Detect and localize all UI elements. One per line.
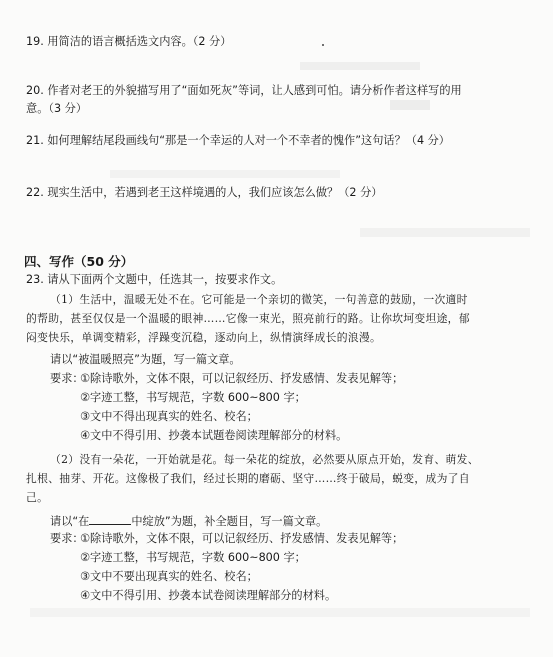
prompt-2-requirement-2: ②字迹工整，书写规范，字数 600~800 字； xyxy=(80,551,306,564)
section-instruction: 23. 请从下面两个文题中，任选其一，按要求作文。 xyxy=(26,273,283,286)
prompt-1-requirement-4: ④文中不得引用、抄袭本试题卷阅读理解部分的材料。 xyxy=(80,429,348,442)
bleed-through-mark xyxy=(360,228,530,237)
bleed-through-mark xyxy=(300,62,420,70)
prompt-1-line-3: 闷变快乐，单调变精彩，浮躁变沉稳，逐动向上，纵情演绎成长的浪漫。 xyxy=(26,331,382,344)
prompt-2-line-1: （2）没有一朵花，一开始就是花。每一朵花的绽放，必然要从原点开始，发育、萌发、 xyxy=(50,453,479,466)
prompt-2-requirement-1: ①除诗歌外，文体不限，可以记叙经历、抒发感情、发表见解等； xyxy=(80,532,404,545)
prompt-1-requirement-1: ①除诗歌外，文体不限，可以记叙经历、抒发感情、发表见解等； xyxy=(80,372,404,385)
question-20-line-1: 20. 作者对老王的外貌描写用了“面如死灰”等词，让人感到可怕。请分析作者这样写的用 xyxy=(26,84,462,97)
speck xyxy=(322,44,324,46)
question-21: 21. 如何理解结尾段画线句“那是一个幸运的人对一个不幸者的愧作”这句话？（4 分） xyxy=(26,134,450,147)
bleed-through-mark xyxy=(30,608,530,617)
prompt-2-task-suffix: 中绽放”为题，补全题目，写一篇文章。 xyxy=(131,515,328,528)
question-19: 19. 用简洁的语言概括选文内容。（2 分） xyxy=(26,35,232,48)
prompt-1-task: 请以“被温暖照亮”为题，写一篇文章。 xyxy=(50,353,241,366)
prompt-2-task xyxy=(50,512,327,530)
prompt-2-requirement-3: ③文中不要出现真实的姓名、校名； xyxy=(80,570,258,583)
prompt-2-line-3: 己。 xyxy=(26,491,49,504)
prompt-2-line-2: 扎根、抽芽、开花。这像极了我们，经过长期的磨砺、坚守……终于破局，蜕变，成为了自 xyxy=(26,472,470,485)
title-blank xyxy=(89,512,131,525)
question-20-line-2: 意。（3 分） xyxy=(26,102,88,115)
bleed-through-mark xyxy=(110,170,340,178)
prompt-2-requirement-4: ④文中不得引用、抄袭本试卷阅读理解部分的材料。 xyxy=(80,589,337,602)
question-22: 22. 现实生活中，若遇到老王这样境遇的人，我们应该怎么做？（2 分） xyxy=(26,186,383,199)
bleed-through-mark xyxy=(390,100,430,110)
prompt-1-requirement-3: ③文中不得出现真实的姓名、校名； xyxy=(80,410,258,423)
prompt-2-requirements-label: 要求： xyxy=(50,532,84,545)
prompt-2-task-prefix: 请以“在 xyxy=(50,515,90,528)
section-title: 四、写作（50 分） xyxy=(24,254,134,269)
prompt-1-requirements-label: 要求： xyxy=(50,372,84,385)
prompt-1-line-1: （1）生活中，温暖无处不在。它可能是一个亲切的微笑，一句善意的鼓励，一次適时 xyxy=(50,293,468,306)
prompt-1-requirement-2: ②字迹工整，书写规范，字数 600~800 字； xyxy=(80,391,306,404)
prompt-1-line-2: 的帮助，甚至仅仅是一个温暖的眼神……它像一束光，照亮前行的路。让你坎坷变坦途，郁 xyxy=(26,312,470,325)
